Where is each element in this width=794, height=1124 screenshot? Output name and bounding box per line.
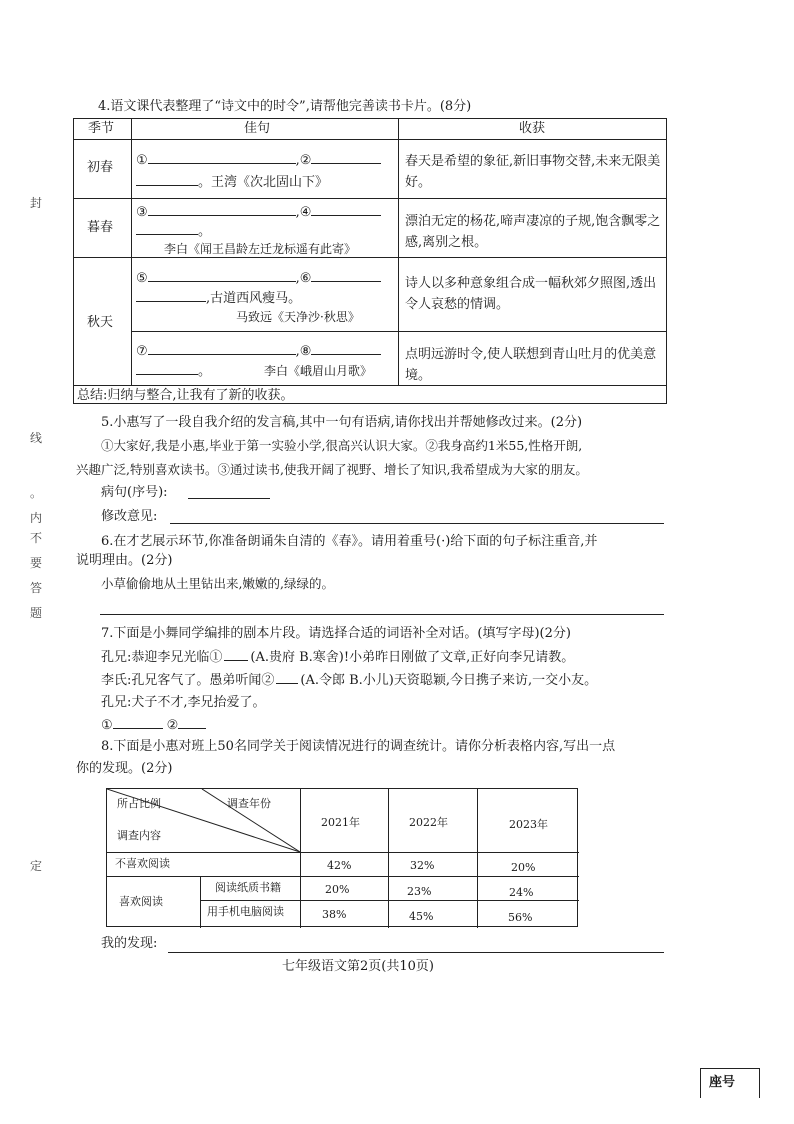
blank-q7-2[interactable]	[276, 671, 298, 684]
q8-heading-line2: 你的发现。(2分)	[76, 761, 173, 776]
season-late-spring: 暮春	[87, 220, 114, 235]
gain-row2: 漂泊无定的杨花,啼声凄凉的子规,饱含飘零之感,离别之根。	[405, 214, 661, 250]
margin-mark-8: 题	[30, 606, 43, 620]
paper-2021: 20%	[325, 883, 350, 896]
advice-label: 修改意见:	[101, 509, 158, 524]
q5-heading: 5.小惠写了一段自我介绍的发言稿,其中一句有语病,请你找出并帮她修改过来。(2分)	[101, 415, 583, 430]
row1-line2: 。王湾《次北固山下》	[136, 173, 328, 192]
blank-1[interactable]	[148, 151, 296, 164]
q5-text-line2: 兴趣广泛,特别喜欢读书。③通过读书,使我开阔了视野、增长了知识,我希望成为大家的朋友。	[76, 462, 588, 477]
margin-mark-6: 要	[30, 556, 43, 570]
sick-sentence-label: 病句(序号):	[101, 485, 168, 500]
row3-line1: ⑤ ,⑥	[136, 269, 381, 288]
year-2021: 2021年	[321, 816, 360, 829]
margin-mark-4: 内	[30, 511, 43, 525]
row1-line1: ① ,②	[136, 151, 381, 170]
q7-heading: 7.下面是小舞同学编排的剧本片段。请选择合适的词语补全对话。(填写字母)(2分)	[101, 626, 571, 641]
dislike-2021: 42%	[327, 859, 352, 872]
q7-answer-1[interactable]	[113, 716, 163, 729]
row4-line2: 。	[136, 362, 211, 381]
row3-line2: ,古道西风瘦马。	[136, 289, 301, 308]
survey-table	[106, 788, 578, 927]
dislike-2023: 20%	[511, 861, 536, 874]
corner-year: 调查年份	[227, 797, 271, 810]
row4-line1: ⑦ ,⑧	[136, 342, 381, 361]
advice-answer-line[interactable]	[170, 523, 664, 524]
row3-source: 马致远《天净沙·秋思》	[236, 310, 360, 324]
gain-row4: 点明远游时令,使人联想到青山吐月的优美意境。	[405, 347, 657, 383]
blank-4[interactable]	[311, 203, 381, 216]
margin-mark-1: 封	[30, 196, 43, 210]
page-number: 七年级语文第2页(共10页)	[282, 959, 434, 974]
season-early-spring: 初春	[87, 160, 114, 175]
year-2023: 2023年	[509, 818, 548, 831]
gain-row1: 春天是希望的象征,新旧事物交替,未来无限美好。	[405, 154, 661, 190]
q6-sentence: 小草偷偷地从土里钻出来,嫩嫩的,绿绿的。	[101, 576, 334, 591]
row2-line2: 。	[136, 222, 211, 241]
margin-mark-7: 答	[30, 581, 43, 595]
corner-ratio: 所占比例	[117, 797, 161, 810]
gain-row3: 诗人以多种意象组合成一幅秋郊夕照图,透出令人哀愁的情调。	[405, 276, 657, 312]
col-gain: 收获	[519, 121, 546, 136]
col-season: 季节	[88, 121, 115, 136]
blank-5[interactable]	[148, 269, 296, 282]
margin-mark-2: 线	[30, 431, 43, 445]
q7-line1: 孔兄:恭迎李兄光临① (A.贵府 B.寒舍)!小弟昨日刚做了文章,正好向李兄请教。	[101, 650, 575, 665]
corner-content: 调查内容	[117, 829, 161, 842]
blank-8[interactable]	[311, 342, 381, 355]
q6-heading-line1: 6.在才艺展示环节,你准备朗诵朱自清的《春》。请用着重号(·)给下面的句子标注重音,并	[101, 534, 598, 549]
q5-text-line1: ①大家好,我是小惠,毕业于第一实验小学,很高兴认识大家。②我身高约1米55,性格开朗,	[101, 438, 583, 453]
q7-answer-2[interactable]	[178, 716, 206, 729]
device-2023: 56%	[508, 911, 533, 924]
row2-line1: ③ ,④	[136, 203, 381, 222]
q6-heading-line2: 说明理由。(2分)	[76, 553, 173, 568]
seat-label: 座号	[709, 1075, 736, 1090]
margin-mark-3: 。	[30, 486, 43, 500]
like-label: 喜欢阅读	[119, 895, 163, 908]
blank-6b[interactable]	[136, 289, 206, 302]
q7-line2: 李氏:孔兄客气了。愚弟听闻② (A.令郎 B.小儿)天资聪颖,今日携子来访,一交小友。	[101, 673, 598, 688]
finding-label: 我的发现:	[101, 936, 158, 951]
q6-answer-line[interactable]	[100, 614, 664, 615]
summary-text: 总结:归纳与整合,让我有了新的收获。	[77, 388, 294, 403]
col-quote: 佳句	[244, 121, 271, 136]
blank-4b[interactable]	[136, 222, 198, 235]
sick-sentence-answer-line[interactable]	[188, 498, 270, 499]
row4-source: 李白《峨眉山月歌》	[264, 364, 373, 378]
year-2022: 2022年	[409, 816, 448, 829]
device-2022: 45%	[409, 910, 434, 923]
paper-2022: 23%	[407, 885, 432, 898]
paper-2023: 24%	[509, 886, 534, 899]
dislike-label: 不喜欢阅读	[115, 857, 170, 870]
row2-source: 李白《闻王昌龄左迁龙标遥有此寄》	[164, 242, 357, 256]
reading-card-table	[73, 118, 667, 404]
blank-2b[interactable]	[136, 173, 198, 186]
dislike-2022: 32%	[410, 859, 435, 872]
paper-label: 阅读纸质书籍	[215, 881, 281, 894]
seat-number-box[interactable]	[700, 1068, 760, 1098]
blank-6[interactable]	[311, 269, 381, 282]
q8-heading-line1: 8.下面是小惠对班上50名同学关于阅读情况进行的调查统计。请你分析表格内容,写出一点	[101, 739, 616, 754]
q4-heading: 4.语文课代表整理了“诗文中的时令”,请帮他完善读书卡片。(8分)	[98, 99, 472, 114]
device-2021: 38%	[322, 908, 347, 921]
q7-line3: 孔兄:犬子不才,李兄抬爱了。	[101, 695, 266, 710]
season-autumn: 秋天	[87, 315, 114, 330]
blank-q7-1[interactable]	[224, 648, 248, 661]
margin-mark-9: 定	[30, 859, 43, 873]
blank-8b[interactable]	[136, 362, 198, 375]
margin-mark-5: 不	[30, 531, 43, 545]
blank-7[interactable]	[148, 342, 296, 355]
device-label: 用手机电脑阅读	[207, 905, 284, 918]
blank-3[interactable]	[148, 203, 296, 216]
finding-answer-line[interactable]	[168, 952, 664, 953]
q7-answers: ① ②	[101, 716, 206, 735]
blank-2[interactable]	[311, 151, 381, 164]
